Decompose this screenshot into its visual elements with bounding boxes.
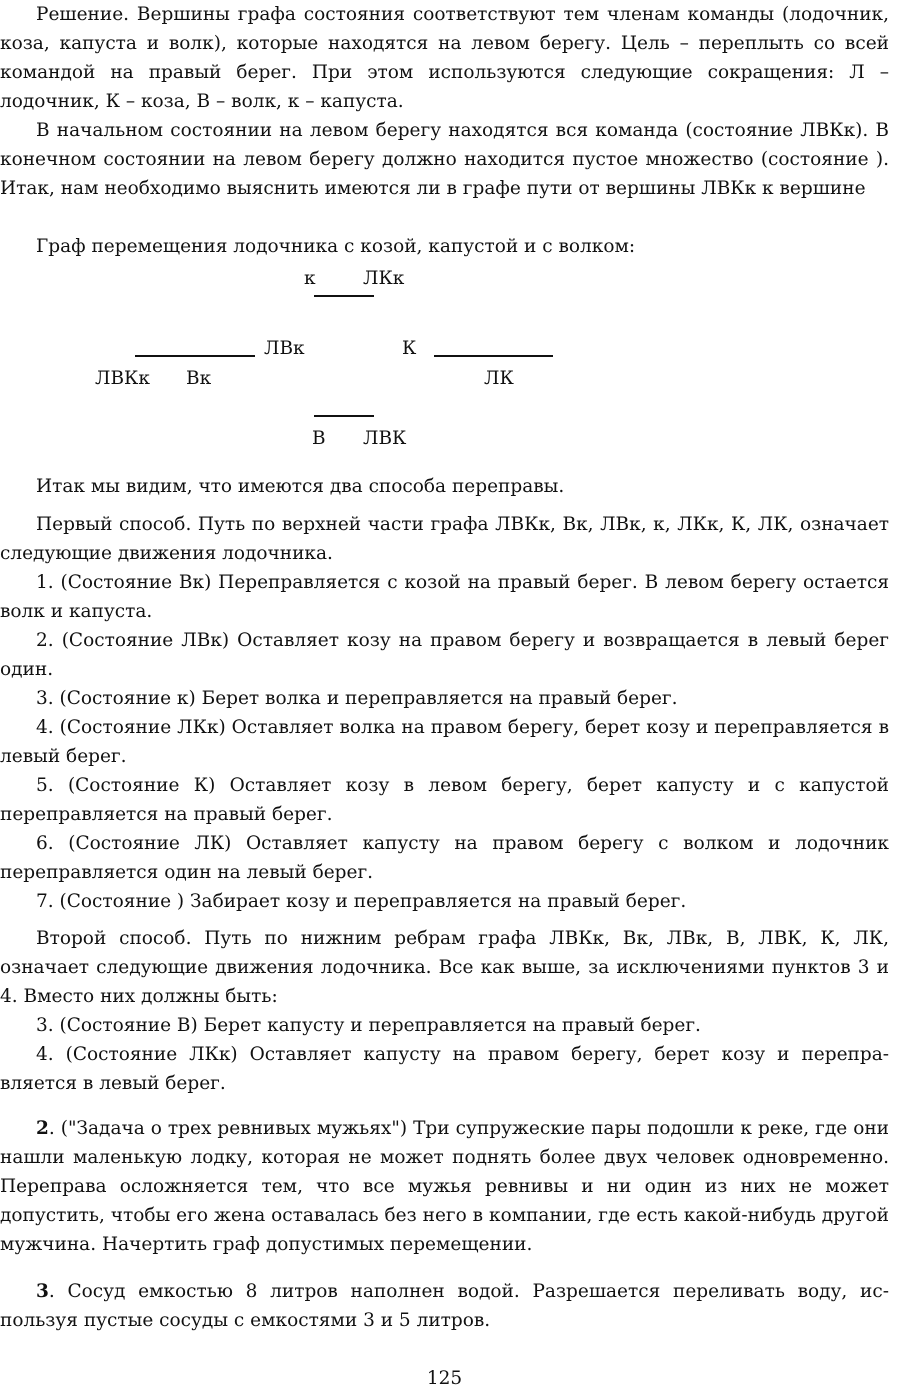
problem-2-text: . ("Задача о трех ревнивых мужьях") Три супружеские пары подошли к реке, где они нашли маленькую лодку, которая не может поднять более двух человек одновременно. Переправа осложняется тем, что все мужья ревнивы и ни один из них не может допустить, чтобы его жена оставалась без него в компании, где есть какой-нибудь другой мужчина. Начертить граф допустимых перемещении.: [0, 1118, 889, 1255]
problem-3-text: . Сосуд емкостью 8 литров наполнен водой. Разрешается переливать воду, используя пустые сосуды с емкостями 3 и 5 литров.: [0, 1281, 889, 1331]
problem-2: [0, 1114, 889, 1259]
graph-node-lk: ЛК: [484, 368, 514, 389]
step-4: 4. (Состояние ЛКк) Оставляет волка на правом берегу, берет козу и переправляется в левый берег.: [0, 717, 889, 767]
graph-edge-left: [135, 355, 255, 357]
graph-node-vk: Вк: [186, 368, 212, 389]
step-2: 2. (Состояние ЛВк) Оставляет козу на правом берегу и возвращается в левый берег один.: [0, 630, 889, 680]
graph-node-lvk-full: ЛВК: [363, 428, 407, 449]
solution-paragraph: Решение. Вершины графа состояния соответствуют тем членам команды (лодочник, коза, капуста и волк), которые находятся на левом берегу. Цель – переплыть со всей командой на правый берег. При этом используются следующие сокращения: Л – лодочник, К – коза, В – волк, к – капуста.: [0, 4, 889, 112]
step-3: 3. (Состояние к) Берет волка и переправляется на правый берег.: [36, 688, 678, 709]
alt-step-4: 4. (Состояние ЛКк) Оставляет капусту на правом берегу, берет козу и переправляется в левый берег.: [0, 1044, 889, 1094]
step-6: 6. (Состояние ЛК) Оставляет капусту на правом берегу с волком и лодочник переправляется один на левый берег.: [0, 833, 889, 883]
state-graph: [0, 260, 909, 460]
alt-step-3: 3. (Состояние В) Берет капусту и переправляется на правый берег.: [36, 1015, 701, 1036]
graph-edge-bottom: [314, 415, 374, 417]
problem-2-number: 2: [36, 1118, 49, 1139]
problem-3: [0, 1277, 889, 1335]
graph-node-v: В: [312, 428, 326, 449]
page-number: 125: [426, 1368, 463, 1389]
summary-paragraph: Итак мы видим, что имеются два способа переправы.: [36, 476, 565, 497]
initial-state-paragraph: В начальном состоянии на левом берегу находятся вся команда (состояние ЛВКк). В конечном состоянии на левом берегу должно находится пустое множество (состояние ). Итак, нам необходимо выяснить имеются ли в графе пути от вершины ЛВКк к вершине: [0, 120, 889, 199]
graph-intro-paragraph: Граф перемещения лодочника с козой, капустой и с волком:: [36, 236, 636, 257]
step-5: 5. (Состояние К) Оставляет козу в левом берегу, берет капусту и с капустой переправляется на правый берег.: [0, 775, 889, 825]
second-method-paragraph: Второй способ. Путь по нижним ребрам графа ЛВКк, Вк, ЛВк, В, ЛВК, К, ЛК, означает следующие движения лодочника. Все как выше, за исключениями пунктов 3 и 4. Вместо них должны быть:: [0, 928, 889, 1007]
step-7: 7. (Состояние ) Забирает козу и переправляется на правый берег.: [36, 891, 687, 912]
graph-node-lvkk: ЛВКк: [95, 368, 150, 389]
graph-edge-right: [434, 355, 553, 357]
graph-node-K: К: [402, 338, 417, 359]
graph-node-lkk: ЛКк: [363, 268, 405, 289]
first-method-paragraph: Первый способ. Путь по верхней части графа ЛВКк, Вк, ЛВк, к, ЛКк, К, ЛК, означает следующие движения лодочника.: [0, 514, 889, 564]
step-1: 1. (Состояние Вк) Переправляется с козой на правый берег. В левом берегу остается волк и капуста.: [0, 572, 889, 622]
graph-edge-top: [314, 295, 374, 297]
problem-3-number: 3: [36, 1281, 49, 1302]
graph-node-lvk: ЛВк: [264, 338, 305, 359]
graph-node-k: к: [304, 268, 316, 289]
